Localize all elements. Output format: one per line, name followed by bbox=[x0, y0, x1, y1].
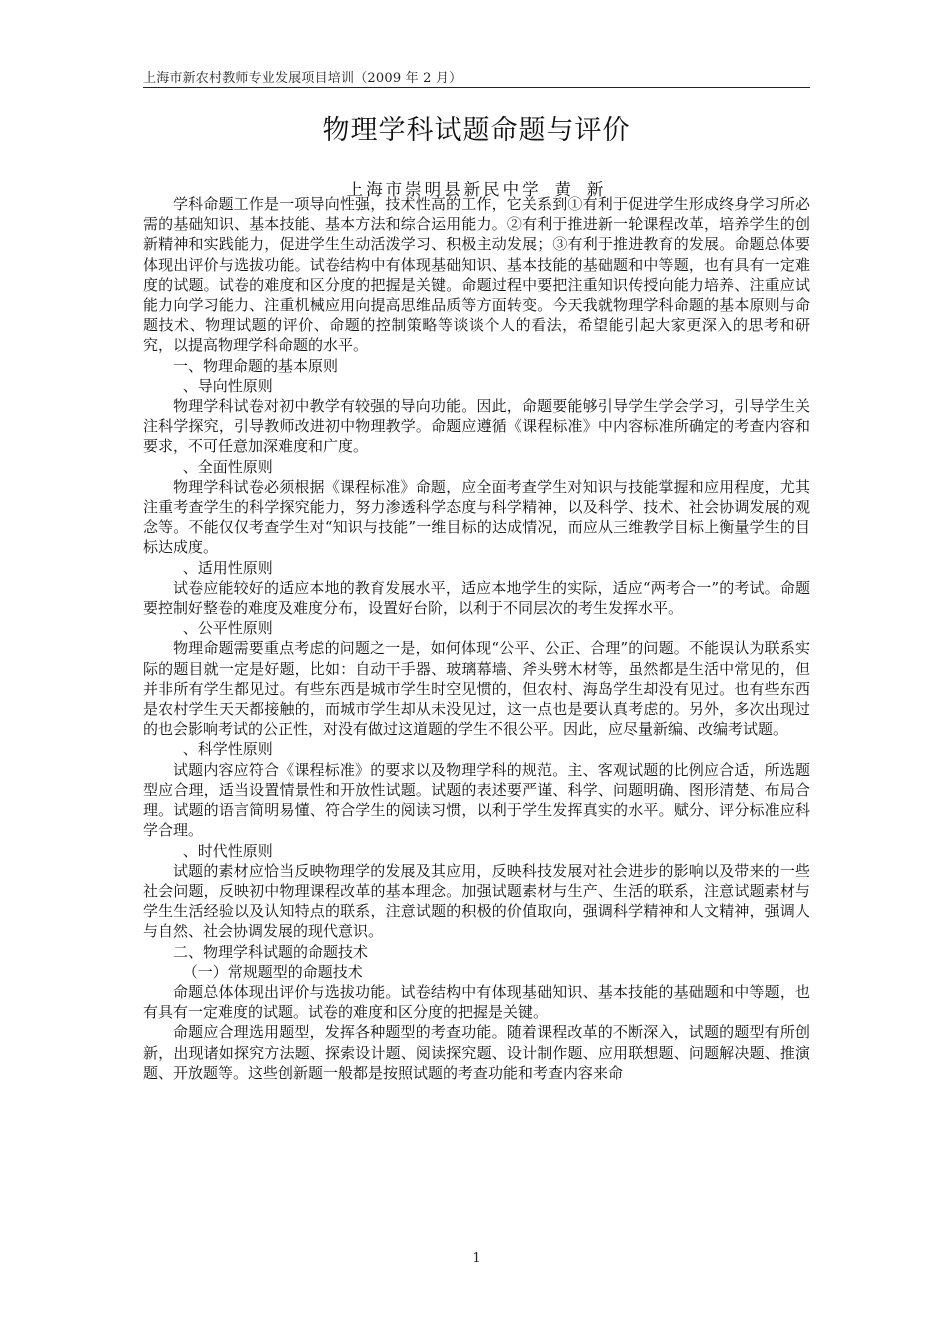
principle-heading-timeliness: 、时代性原则 bbox=[182, 841, 273, 860]
page-number: 1 bbox=[472, 1251, 481, 1266]
principle-text-scientific: 试题内容应符合《课程标准》的要求以及物理学科的规范。主、客观试题的比例应合适，所选题型应合理，适当设置情景性和开放性试题。试题的表述要严谨、科学、问题明确、图形清楚、布局合理。试题的语言简明易懂、符合学生的阅读习惯，以利于学生发挥真实的水平。赋分、评分标准应科学合理。 bbox=[143, 760, 810, 840]
techniques-paragraph-1: 命题总体体现出评价与选拔功能。试卷结构中有体现基础知识、基本技能的基础题和中等题，也有具有一定难度的试题。试卷的难度和区分度的把握是关键。 bbox=[143, 982, 810, 1022]
principle-heading-scientific: 、科学性原则 bbox=[182, 740, 273, 759]
header-rule bbox=[143, 87, 810, 88]
principle-text-comprehensive: 物理学科试卷必须根据《课程标准》命题，应全面考查学生对知识与技能掌握和应用程度，尤其注重考查学生的科学探究能力，努力渗透科学态度与科学精神，以及科学、技术、社会协调发展的观念等。不能仅仅考查学生对“知识与技能”一维目标的达成情况，而应从三维教学目标上衡量学生的目标达成度。 bbox=[143, 477, 810, 557]
principle-text-timeliness: 试题的素材应恰当反映物理学的发展及其应用，反映科技发展对社会进步的影响以及带来的一些社会问题，反映初中物理课程改革的基本理念。加强试题素材与生产、生活的联系，注意试题素材与学生生活经验以及认知特点的联系，注意试题的积极的价值取向，强调科学精神和人文精神，强调人与自然、社会协调发展的现代意识。 bbox=[143, 861, 810, 941]
intro-paragraph: 学科命题工作是一项导向性强，技术性高的工作，它关系到①有利于促进学生形成终身学习所必需的基础知识、基本技能、基本方法和综合运用能力。②有利于推进新一轮课程改革，培养学生的创新精神和实践能力，促进学生生动活泼学习、积极主动发展；③有利于推进教育的发展。命题总体要体现出评价与选拔功能。试卷结构中有体现基础知识、基本技能的基础题和中等题，也有具有一定难度的试题。试卷的难度和区分度的把握是关键。命题过程中要把注重知识传授向能力培养、注重应试能力向学习能力、注重机械应用向提高思维品质等方面转变。今天我就物理学科命题的基本原则与命题技术、物理试题的评价、命题的控制策略等谈谈个人的看法，希望能引起大家更深入的思考和研究，以提高物理学科命题的水平。 bbox=[143, 195, 810, 355]
principle-heading-guidance: 、导向性原则 bbox=[182, 376, 273, 395]
subsection-heading-conventional: （一）常规题型的命题技术 bbox=[182, 962, 363, 981]
article-body bbox=[143, 194, 810, 1083]
section-heading-techniques: 二、物理学科试题的命题技术 bbox=[173, 942, 369, 961]
article-title: 物理学科试题命题与评价 bbox=[322, 115, 631, 146]
principle-text-applicability: 试卷应能较好的适应本地的教育发展水平，适应本地学生的实际，适应“两考合一”的考试。命题要控制好整卷的难度及难度分布，设置好台阶，以利于不同层次的考生发挥水平。 bbox=[143, 578, 810, 618]
techniques-paragraph-2: 命题应合理选用题型，发挥各种题型的考查功能。随着课程改革的不断深入，试题的题型有所创新，出现诸如探究方法题、探索设计题、阅读探究题、设计制作题、应用联想题、问题解决题、推演题、开放题等。这些创新题一般都是按照试题的考查功能和考查内容来命 bbox=[143, 1023, 810, 1082]
principle-heading-applicability: 、适用性原则 bbox=[182, 558, 273, 577]
author-line: 上海市崇明县新民中学 黄 新 bbox=[346, 180, 607, 199]
principle-text-guidance: 物理学科试卷对初中教学有较强的导向功能。因此，命题要能够引导学生学会学习，引导学生关注科学探究，引导教师改进初中物理教学。命题应遵循《课程标准》中内容标准所确定的考查内容和要求，不可任意加深难度和广度。 bbox=[143, 397, 810, 456]
principle-text-fairness: 物理命题需要重点考虑的问题之一是，如何体现“公平、公正、合理”的问题。不能误认为联系实际的题目就一定是好题，比如：自动干手器、玻璃幕墙、斧头劈木材等，虽然都是生活中常见的，但并非所有学生都见过。有些东西是城市学生时空见惯的，但农村、海岛学生却没有见过。也有些东西是农村学生天天都接触的，而城市学生却从未没见过，这一点也是要认真考虑的。另外，多次出现过的也会影响考试的公正性，对没有做过这道题的学生不很公平。因此，应尽量新编、改编考试题。 bbox=[143, 639, 810, 739]
principle-heading-fairness: 、公平性原则 bbox=[182, 619, 273, 638]
section-heading-principles: 一、物理命题的基本原则 bbox=[173, 356, 339, 375]
principle-heading-comprehensive: 、全面性原则 bbox=[182, 457, 273, 476]
running-header: 上海市新农村教师专业发展项目培训（2009 年 2 月） bbox=[143, 71, 463, 86]
